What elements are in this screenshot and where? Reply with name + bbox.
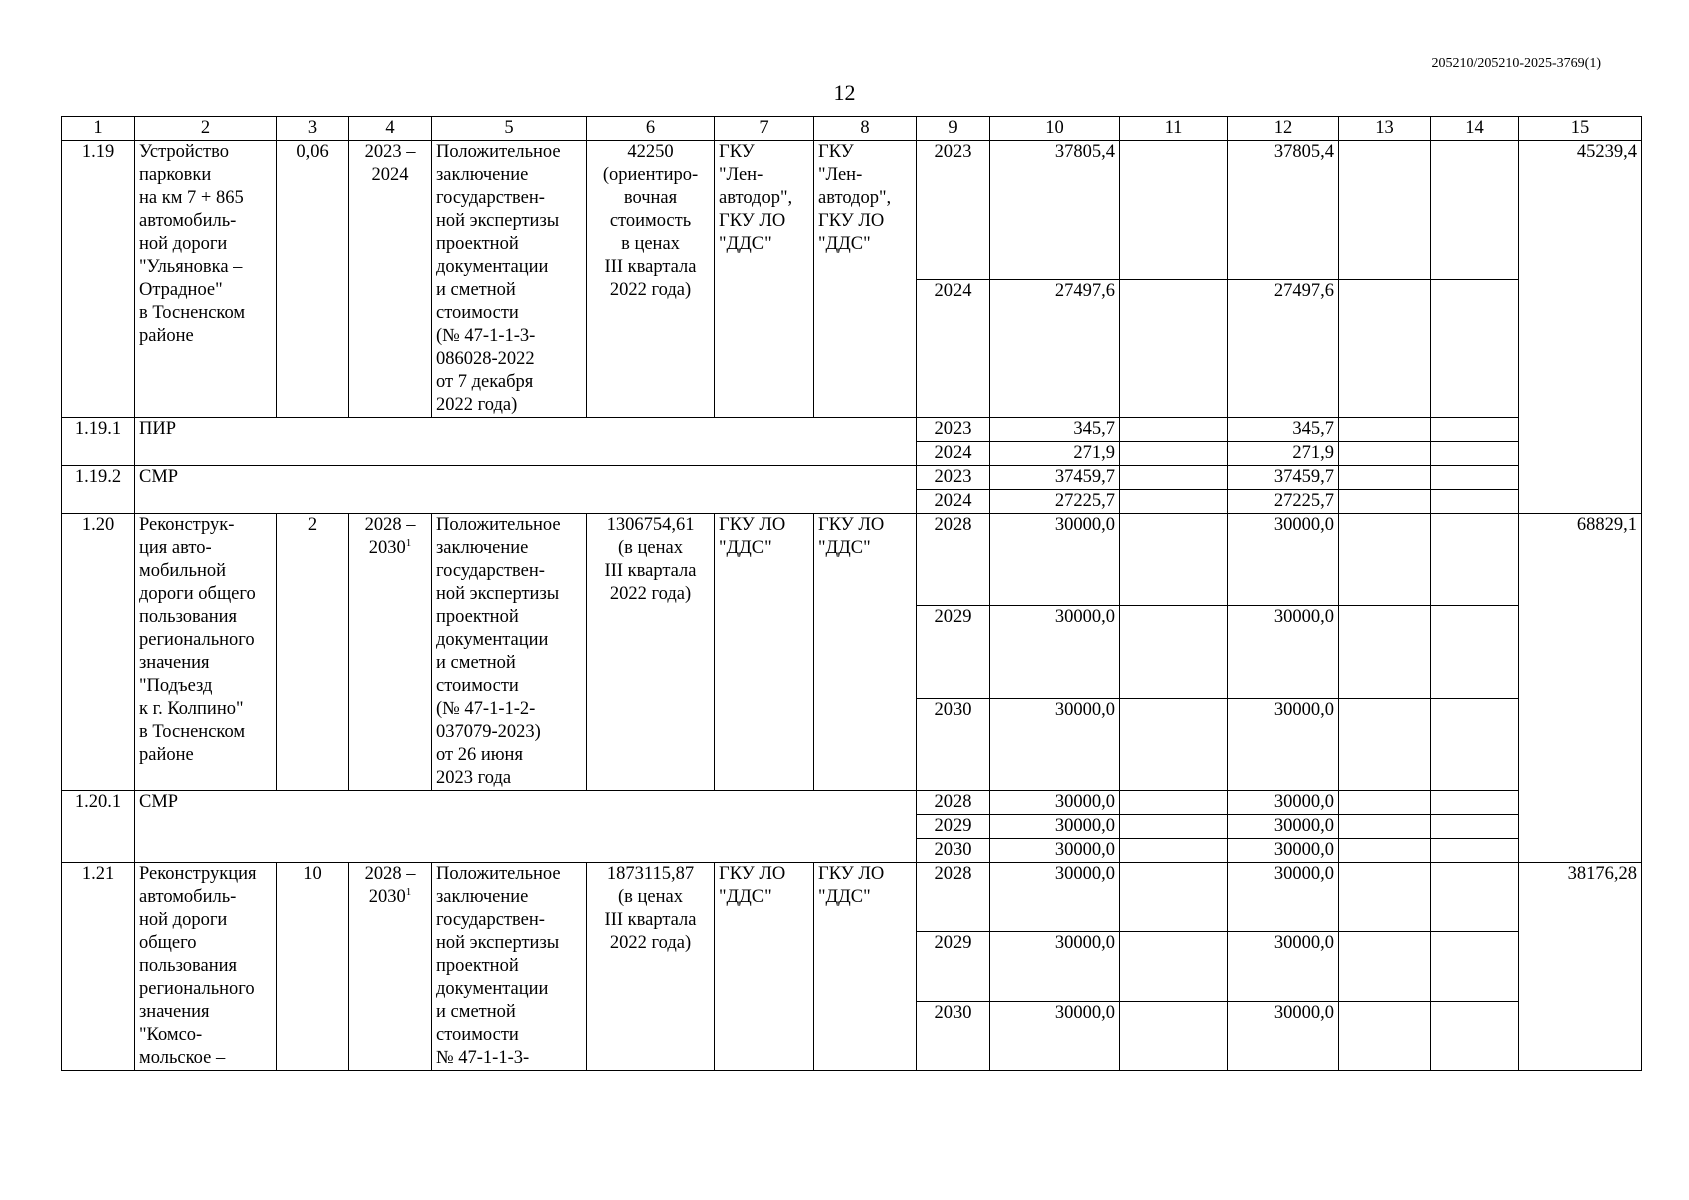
page-number: 12 — [833, 80, 856, 105]
cost-total: 38176,28 — [1519, 863, 1642, 1071]
object-name-line: автомобиль- — [139, 211, 237, 231]
expertise-conclusion-line: ной экспертизы — [436, 933, 560, 953]
object-name-line: общего — [139, 933, 197, 953]
expertise-conclusion-line: ной экспертизы — [436, 211, 560, 231]
customer-line: "Лен- — [719, 165, 764, 185]
expertise-conclusion-line: заключение — [436, 165, 529, 185]
year: 2024 — [917, 442, 990, 466]
column-number-14: 14 — [1431, 117, 1519, 141]
expertise-conclusion-line: и сметной — [436, 653, 516, 673]
other-amount — [1431, 606, 1519, 698]
column-number-13: 13 — [1339, 117, 1431, 141]
developer-line: "Лен- — [818, 165, 863, 185]
object-name-line: ция авто- — [139, 538, 212, 558]
expertise-conclusion-line: заключение — [436, 887, 529, 907]
customer-line: ГКУ — [719, 142, 755, 162]
federal-amount — [1120, 466, 1228, 490]
year: 2023 — [917, 141, 990, 280]
expertise-conclusion-line: проектной — [436, 956, 519, 976]
object-name-line: в Тосненском — [139, 722, 246, 742]
customer — [715, 141, 814, 418]
federal-amount — [1120, 698, 1228, 790]
year: 2028 — [917, 791, 990, 815]
total-amount: 271,9 — [990, 442, 1120, 466]
developer — [814, 863, 917, 1071]
period-line: 2024 — [371, 165, 409, 185]
column-number-8: 8 — [814, 117, 917, 141]
local-amount — [1339, 698, 1431, 790]
expertise-conclusion-line: государствен- — [436, 561, 545, 581]
object-name-line: Реконструкция — [139, 864, 257, 884]
local-amount — [1339, 141, 1431, 280]
object-name-line: автомобиль- — [139, 887, 237, 907]
total-amount: 30000,0 — [990, 791, 1120, 815]
expertise-conclusion-line: стоимости — [436, 1025, 519, 1045]
customer-line: ГКУ ЛО — [719, 864, 786, 884]
work-type-label: ПИР — [135, 418, 917, 466]
year: 2023 — [917, 418, 990, 442]
expertise-conclusion-line: 2022 года) — [436, 395, 518, 415]
expertise-conclusion-line: Положительное — [436, 864, 561, 884]
regional-amount: 37459,7 — [1228, 466, 1339, 490]
period-line: 2028 – — [364, 864, 416, 884]
period — [349, 141, 432, 418]
other-amount — [1431, 839, 1519, 863]
total-amount: 30000,0 — [990, 606, 1120, 698]
other-amount — [1431, 1001, 1519, 1070]
federal-amount — [1120, 815, 1228, 839]
expertise-conclusion-line: ной экспертизы — [436, 584, 560, 604]
column-number-11: 11 — [1120, 117, 1228, 141]
object-name-line: значения — [139, 1002, 210, 1022]
period — [349, 514, 432, 791]
estimated-cost-line: 1306754,61 — [606, 515, 695, 535]
local-amount — [1339, 932, 1431, 1001]
item-number: 1.19.2 — [62, 466, 135, 514]
local-amount — [1339, 490, 1431, 514]
developer — [814, 141, 917, 418]
capacity: 0,06 — [277, 141, 349, 418]
period-line: 2030$^1$ — [368, 885, 412, 907]
year: 2030 — [917, 1001, 990, 1070]
object-name-line: значения — [139, 653, 210, 673]
expertise-conclusion-line: государствен- — [436, 910, 545, 930]
estimated-cost-line: стоимость — [609, 211, 692, 231]
expertise-conclusion-line: от 7 декабря — [436, 372, 534, 392]
year: 2028 — [917, 863, 990, 932]
regional-amount: 345,7 — [1228, 418, 1339, 442]
developer-line: ГКУ ЛО — [818, 864, 885, 884]
customer-line: автодор", — [719, 188, 793, 208]
developer-line: "ДДС" — [818, 887, 871, 907]
customer — [715, 514, 814, 791]
expertise-conclusion-line: и сметной — [436, 1002, 516, 1022]
expertise-conclusion-line: и сметной — [436, 280, 516, 300]
federal-amount — [1120, 863, 1228, 932]
expertise-conclusion-line: 086028-2022 — [436, 349, 535, 369]
total-amount: 30000,0 — [990, 698, 1120, 790]
column-number-3: 3 — [277, 117, 349, 141]
year: 2023 — [917, 466, 990, 490]
total-amount: 37805,4 — [990, 141, 1120, 280]
object-name-line: парковки — [139, 165, 212, 185]
local-amount — [1339, 606, 1431, 698]
federal-amount — [1120, 514, 1228, 606]
other-amount — [1431, 466, 1519, 490]
year: 2029 — [917, 932, 990, 1001]
expertise-conclusion-line: проектной — [436, 607, 519, 627]
regional-amount: 27497,6 — [1228, 279, 1339, 418]
local-amount — [1339, 466, 1431, 490]
expertise-conclusion-line: (№ 47-1-1-3- — [436, 326, 536, 346]
expertise-conclusion-line: 037079-2023) — [436, 722, 541, 742]
table-row — [62, 863, 1642, 932]
work-type-label: СМР — [135, 791, 917, 863]
estimated-cost-line: III квартала — [604, 910, 697, 930]
object-name-line: Устройство — [139, 142, 229, 162]
year: 2030 — [917, 839, 990, 863]
footnote-mark: 1 — [405, 885, 412, 898]
other-amount — [1431, 442, 1519, 466]
object-name-line: ной дороги — [139, 910, 228, 930]
local-amount — [1339, 514, 1431, 606]
customer-line: "ДДС" — [719, 538, 772, 558]
total-amount: 30000,0 — [990, 839, 1120, 863]
local-amount — [1339, 418, 1431, 442]
regional-amount: 30000,0 — [1228, 815, 1339, 839]
federal-amount — [1120, 141, 1228, 280]
expertise-conclusion — [432, 863, 587, 1071]
capacity: 10 — [277, 863, 349, 1071]
column-number-10: 10 — [990, 117, 1120, 141]
estimated-cost-line: 42250 — [627, 142, 674, 162]
local-amount — [1339, 1001, 1431, 1070]
object-name-line: районе — [139, 745, 194, 765]
year: 2029 — [917, 815, 990, 839]
regional-amount: 30000,0 — [1228, 932, 1339, 1001]
object-name-line: "Комсо- — [139, 1025, 203, 1045]
federal-amount — [1120, 490, 1228, 514]
estimated-cost — [587, 514, 715, 791]
federal-amount — [1120, 442, 1228, 466]
column-number-6: 6 — [587, 117, 715, 141]
column-number-15: 15 — [1519, 117, 1642, 141]
expertise-conclusion-line: (№ 47-1-1-2- — [436, 699, 536, 719]
estimated-cost-line: III квартала — [604, 561, 697, 581]
object-name-line: мольское – — [139, 1048, 226, 1068]
object-name — [135, 514, 277, 791]
customer-line: ГКУ ЛО — [719, 515, 786, 535]
year: 2024 — [917, 490, 990, 514]
regional-amount: 30000,0 — [1228, 698, 1339, 790]
developer — [814, 514, 917, 791]
expertise-conclusion-line: стоимости — [436, 303, 519, 323]
other-amount — [1431, 141, 1519, 280]
year: 2030 — [917, 698, 990, 790]
total-amount: 30000,0 — [990, 1001, 1120, 1070]
object-name-line: мобильной — [139, 561, 226, 581]
expertise-conclusion-line: № 47-1-1-3- — [436, 1048, 530, 1068]
estimated-cost — [587, 141, 715, 418]
developer-line: ГКУ ЛО — [818, 211, 885, 231]
regional-amount: 30000,0 — [1228, 606, 1339, 698]
estimated-cost-line: 2022 года) — [609, 280, 692, 300]
customer-line: "ДДС" — [719, 234, 772, 254]
period-line: 2028 – — [364, 515, 416, 535]
total-amount: 27225,7 — [990, 490, 1120, 514]
federal-amount — [1120, 932, 1228, 1001]
table-row — [62, 514, 1642, 606]
expertise-conclusion-line: Положительное — [436, 515, 561, 535]
developer-line: "ДДС" — [818, 234, 871, 254]
period-line: 2023 – — [364, 142, 416, 162]
footnote-mark: 1 — [405, 536, 412, 549]
expertise-conclusion — [432, 141, 587, 418]
local-amount — [1339, 815, 1431, 839]
expertise-conclusion-line: государствен- — [436, 188, 545, 208]
federal-amount — [1120, 1001, 1228, 1070]
object-name-line: "Подъезд — [139, 676, 213, 696]
customer-line: ГКУ ЛО — [719, 211, 786, 231]
object-name — [135, 141, 277, 418]
item-number: 1.21 — [62, 863, 135, 1071]
federal-amount — [1120, 418, 1228, 442]
column-number-5: 5 — [432, 117, 587, 141]
item-number: 1.19 — [62, 141, 135, 418]
regional-amount: 30000,0 — [1228, 791, 1339, 815]
local-amount — [1339, 863, 1431, 932]
total-amount: 30000,0 — [990, 863, 1120, 932]
regional-amount: 30000,0 — [1228, 863, 1339, 932]
estimated-cost — [587, 863, 715, 1071]
regional-amount: 30000,0 — [1228, 514, 1339, 606]
column-number-2: 2 — [135, 117, 277, 141]
year: 2028 — [917, 514, 990, 606]
object-name-line: регионального — [139, 630, 255, 650]
total-amount: 30000,0 — [990, 815, 1120, 839]
column-number-12: 12 — [1228, 117, 1339, 141]
federal-amount — [1120, 839, 1228, 863]
expertise-conclusion-line: документации — [436, 257, 549, 277]
expertise-conclusion-line: документации — [436, 979, 549, 999]
column-number-9: 9 — [917, 117, 990, 141]
developer-line: автодор", — [818, 188, 892, 208]
object-name-line: Реконструк- — [139, 515, 235, 535]
local-amount — [1339, 791, 1431, 815]
object-name-line: ной дороги — [139, 234, 228, 254]
object-name-line: дороги общего — [139, 584, 256, 604]
regional-amount: 30000,0 — [1228, 1001, 1339, 1070]
cost-total: 68829,1 — [1519, 514, 1642, 863]
regional-amount: 27225,7 — [1228, 490, 1339, 514]
year: 2024 — [917, 279, 990, 418]
object-name-line: в Тосненском — [139, 303, 246, 323]
capacity: 2 — [277, 514, 349, 791]
total-amount: 30000,0 — [990, 932, 1120, 1001]
other-amount — [1431, 932, 1519, 1001]
object-name — [135, 863, 277, 1071]
other-amount — [1431, 863, 1519, 932]
total-amount: 27497,6 — [990, 279, 1120, 418]
developer-line: ГКУ — [818, 142, 854, 162]
table-subrow — [62, 418, 1642, 442]
estimated-cost-line: (в ценах — [618, 887, 683, 907]
expertise-conclusion-line: от 26 июня — [436, 745, 523, 765]
column-number-4: 4 — [349, 117, 432, 141]
expertise-conclusion-line: 2023 года — [436, 768, 512, 788]
expertise-conclusion-line: стоимости — [436, 676, 519, 696]
table-body — [62, 141, 1642, 1071]
work-type-label: СМР — [135, 466, 917, 514]
other-amount — [1431, 698, 1519, 790]
customer — [715, 863, 814, 1071]
expertise-conclusion — [432, 514, 587, 791]
cost-total: 45239,4 — [1519, 141, 1642, 514]
federal-amount — [1120, 791, 1228, 815]
total-amount: 345,7 — [990, 418, 1120, 442]
period-line: 2030$^1$ — [368, 536, 412, 558]
estimated-cost-line: 2022 года) — [609, 584, 692, 604]
expertise-conclusion-line: документации — [436, 630, 549, 650]
year: 2029 — [917, 606, 990, 698]
federal-amount — [1120, 279, 1228, 418]
expertise-conclusion-line: Положительное — [436, 142, 561, 162]
local-amount — [1339, 839, 1431, 863]
column-number-row — [62, 117, 1642, 141]
expertise-conclusion-line: заключение — [436, 538, 529, 558]
object-name-line: регионального — [139, 979, 255, 999]
object-name-line: Отрадное" — [139, 280, 223, 300]
other-amount — [1431, 514, 1519, 606]
federal-amount — [1120, 606, 1228, 698]
developer-line: "ДДС" — [818, 538, 871, 558]
other-amount — [1431, 815, 1519, 839]
table-row — [62, 141, 1642, 280]
regional-amount: 30000,0 — [1228, 839, 1339, 863]
object-name-line: пользования — [139, 607, 238, 627]
regional-amount: 271,9 — [1228, 442, 1339, 466]
regional-amount: 37805,4 — [1228, 141, 1339, 280]
object-name-line: районе — [139, 326, 194, 346]
local-amount — [1339, 279, 1431, 418]
table-subrow — [62, 791, 1642, 815]
customer-line: "ДДС" — [719, 887, 772, 907]
estimated-cost-line: (в ценах — [618, 538, 683, 558]
item-number: 1.20 — [62, 514, 135, 791]
item-number: 1.20.1 — [62, 791, 135, 863]
estimated-cost-line: в ценах — [621, 234, 680, 254]
estimated-cost-line: III квартала — [604, 257, 697, 277]
estimated-cost-line: вочная — [623, 188, 678, 208]
period — [349, 863, 432, 1071]
item-number: 1.19.1 — [62, 418, 135, 466]
other-amount — [1431, 791, 1519, 815]
other-amount — [1431, 279, 1519, 418]
object-name-line: на км 7 + 865 — [139, 188, 244, 208]
developer-line: ГКУ ЛО — [818, 515, 885, 535]
column-number-7: 7 — [715, 117, 814, 141]
estimated-cost-line: 2022 года) — [609, 933, 692, 953]
estimated-cost-line: 1873115,87 — [606, 864, 695, 884]
local-amount — [1339, 442, 1431, 466]
total-amount: 37459,7 — [990, 466, 1120, 490]
object-name-line: к г. Колпино" — [139, 699, 244, 719]
object-name-line: "Ульяновка – — [139, 257, 243, 277]
expertise-conclusion-line: проектной — [436, 234, 519, 254]
program-table — [61, 116, 1642, 1071]
document-number: 205210/205210-2025-3769(1) — [1431, 56, 1601, 71]
other-amount — [1431, 418, 1519, 442]
table-subrow — [62, 466, 1642, 490]
total-amount: 30000,0 — [990, 514, 1120, 606]
estimated-cost-line: (ориентиро- — [602, 165, 699, 185]
other-amount — [1431, 490, 1519, 514]
object-name-line: пользования — [139, 956, 238, 976]
column-number-1: 1 — [62, 117, 135, 141]
